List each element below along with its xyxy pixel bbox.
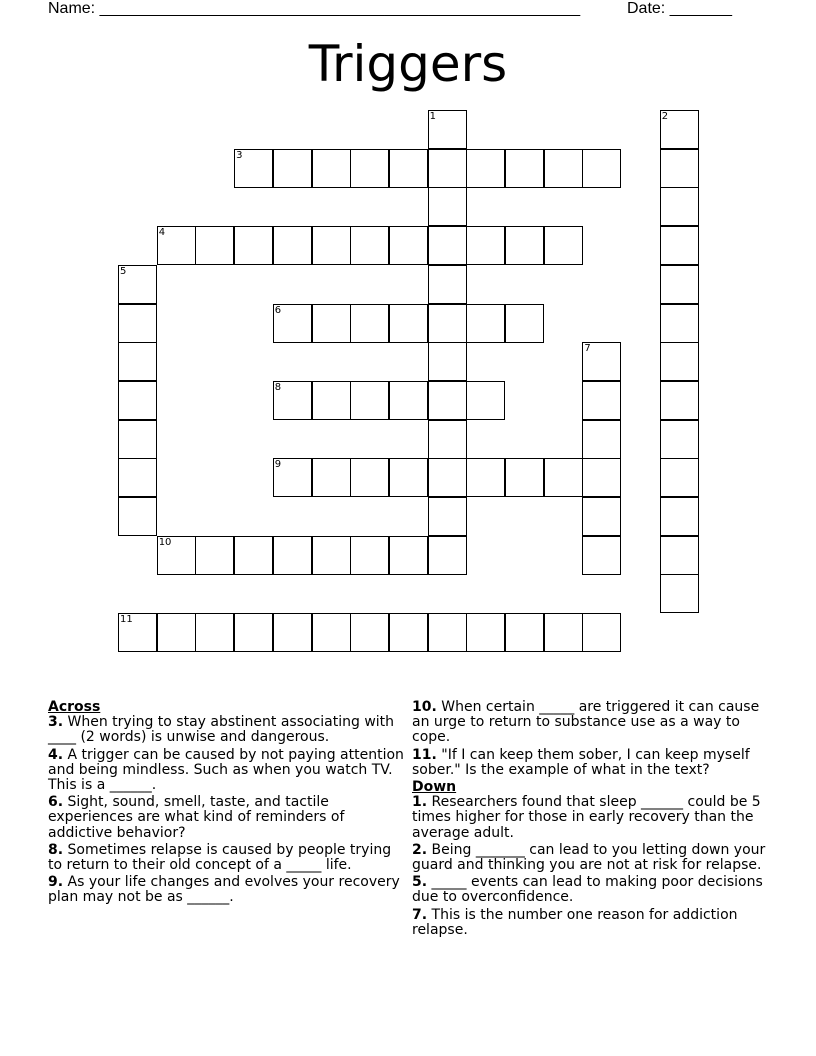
clue-number-label: 10 [158,536,172,548]
grid-cell[interactable] [428,226,467,265]
clue-number-label: 6 [274,304,282,316]
grid-cell[interactable] [273,458,312,497]
grid-cell[interactable] [582,342,621,381]
grid-cell[interactable] [544,226,583,265]
grid-cell[interactable] [660,536,699,575]
name-field[interactable]: Name: ______________________________________________________ [48,0,581,17]
clue-number-label: 9 [274,459,282,471]
grid-cell[interactable] [389,536,428,575]
grid-cell[interactable] [350,149,389,188]
grid-cell[interactable] [505,304,544,343]
grid-cell[interactable] [428,420,467,459]
clue-number: 9. [48,874,64,891]
grid-cell[interactable] [428,342,467,381]
across-clue-10 [412,700,772,746]
grid-cell[interactable] [660,497,699,536]
grid-cell[interactable] [582,613,621,652]
grid-cell[interactable] [660,110,699,149]
grid-cell[interactable] [118,265,157,304]
grid-cell[interactable] [582,381,621,420]
clue-number: 1. [412,794,428,811]
grid-cell[interactable] [195,536,234,575]
grid-cell[interactable] [466,226,505,265]
clue-number: 3. [48,714,64,731]
clue-text: When certain _____ are triggered it can cause an urge to return to substance use as a way to cope. [412,699,760,746]
clue-text: "If I can keep them sober, I can keep myself sober." Is the example of what in the text? [412,746,750,778]
grid-cell[interactable] [312,226,351,265]
across-clue-11 [412,748,772,778]
grid-cell[interactable] [389,381,428,420]
clue-number: 6. [48,794,64,811]
grid-cell[interactable] [350,226,389,265]
clues-left-column [48,700,408,908]
grid-cell[interactable] [660,574,699,613]
grid-cell[interactable] [466,458,505,497]
clue-number: 2. [412,841,428,858]
grid-cell[interactable] [466,613,505,652]
grid-cell[interactable] [582,420,621,459]
grid-cell[interactable] [157,536,196,575]
across-clue-9 [48,875,408,905]
clue-number-label: 3 [236,149,243,161]
grid-cell[interactable] [505,149,544,188]
grid-cell[interactable] [118,304,157,343]
clue-number: 10. [412,699,437,715]
grid-cell[interactable] [273,304,312,343]
grid-cell[interactable] [389,458,428,497]
grid-cell[interactable] [312,381,351,420]
grid-cell[interactable] [505,613,544,652]
grid-cell[interactable] [312,613,351,652]
grid-cell[interactable] [660,420,699,459]
grid-cell[interactable] [428,381,467,420]
clues-right-column [412,700,772,940]
grid-cell[interactable] [428,187,467,226]
clue-number-label: 2 [661,111,669,122]
grid-cell[interactable] [195,613,234,652]
grid-cell[interactable] [428,110,467,149]
grid-cell[interactable] [428,458,467,497]
grid-cell[interactable] [582,497,621,536]
down-clue-1 [412,795,772,841]
clue-number-label: 7 [584,343,591,355]
clue-number: 8. [48,841,64,858]
grid-cell[interactable] [505,226,544,265]
grid-cell[interactable] [544,613,583,652]
clue-text: Researchers found that sleep ______ could be 5 times higher for those in early recovery than the average adult. [412,794,761,841]
date-field[interactable]: Date: _______ [627,0,732,17]
grid-cell[interactable] [389,613,428,652]
puzzle-title: Triggers [308,35,508,93]
clue-number: 5. [412,874,428,891]
grid-cell[interactable] [428,613,467,652]
grid-cell[interactable] [466,149,505,188]
grid-cell[interactable] [157,226,196,265]
down-heading: Down [412,779,457,796]
grid-cell[interactable] [660,458,699,497]
down-clue-7 [412,908,772,938]
grid-cell[interactable] [582,536,621,575]
grid-cell[interactable] [350,304,389,343]
clue-text: As your life changes and evolves your recovery plan may not be as ______. [48,874,400,906]
clue-text: Being _______ can lead to you letting down your guard and thinking you are not at risk for relapse. [412,841,766,874]
grid-cell[interactable] [312,536,351,575]
grid-cell[interactable] [660,304,699,343]
grid-cell[interactable] [273,149,312,188]
clue-number-label: 4 [158,227,166,239]
grid-cell[interactable] [234,226,273,265]
down-clue-2 [412,843,772,873]
grid-cell[interactable] [660,342,699,381]
across-clue-4 [48,748,408,794]
clue-number-label: 1 [429,111,436,122]
grid-cell[interactable] [660,226,699,265]
grid-cell[interactable] [466,381,505,420]
grid-cell[interactable] [660,381,699,420]
grid-cell[interactable] [350,381,389,420]
grid-cell[interactable] [234,613,273,652]
grid-cell[interactable] [428,149,467,188]
clue-number: 11. [412,746,437,763]
grid-cell[interactable] [428,497,467,536]
grid-cell[interactable] [389,226,428,265]
grid-cell[interactable] [312,149,351,188]
grid-cell[interactable] [582,458,621,497]
grid-cell[interactable] [428,265,467,304]
grid-cell[interactable] [157,613,196,652]
across-clue-6 [48,795,408,841]
grid-cell[interactable] [273,226,312,265]
grid-cell[interactable] [234,149,273,188]
clue-number-label: 8 [274,381,282,393]
grid-cell[interactable] [350,536,389,575]
grid-cell[interactable] [544,458,583,497]
clue-number: 7. [412,906,428,923]
grid-cell[interactable] [312,458,351,497]
grid-cell[interactable] [118,381,157,420]
clue-number-label: 5 [120,265,127,277]
grid-cell[interactable] [118,497,157,536]
grid-cell[interactable] [350,613,389,652]
clue-text: Sometimes relapse is caused by people trying to return to their old concept of a _____ life. [48,841,392,874]
grid-cell[interactable] [273,536,312,575]
grid-cell[interactable] [660,187,699,226]
grid-cell[interactable] [118,342,157,381]
grid-cell[interactable] [428,304,467,343]
clue-text: When trying to stay abstinent associating with ____ (2 words) is unwise and dangerous. [48,714,395,746]
grid-cell[interactable] [428,536,467,575]
across-clue-3 [48,715,408,745]
clue-number: 4. [48,746,64,763]
clue-text: A trigger can be caused by not paying attention and being mindless. Such as when you watch TV. This is a ______. [48,746,404,794]
grid-cell[interactable] [389,149,428,188]
grid-cell[interactable] [389,304,428,343]
grid-cell[interactable] [350,458,389,497]
grid-cell[interactable] [582,149,621,188]
grid-cell[interactable] [505,458,544,497]
grid-cell[interactable] [660,149,699,188]
clue-text: This is the number one reason for addiction relapse. [412,906,738,938]
clue-text: _____ events can lead to making poor decisions due to overconfidence. [412,874,763,906]
grid-cell[interactable] [234,536,273,575]
grid-cell[interactable] [544,149,583,188]
grid-cell[interactable] [466,304,505,343]
grid-cell[interactable] [118,420,157,459]
down-clue-5 [412,875,772,905]
clue-number-label: 11 [120,614,133,626]
grid-cell[interactable] [195,226,234,265]
grid-cell[interactable] [118,613,157,652]
across-heading: Across [48,699,101,715]
clue-text: Sight, sound, smell, taste, and tactile experiences are what kind of reminders of addictive behavior? [48,794,345,841]
across-clue-8 [48,843,408,873]
grid-cell[interactable] [660,265,699,304]
grid-cell[interactable] [273,613,312,652]
grid-cell[interactable] [273,381,312,420]
grid-cell[interactable] [312,304,351,343]
grid-cell[interactable] [118,458,157,497]
